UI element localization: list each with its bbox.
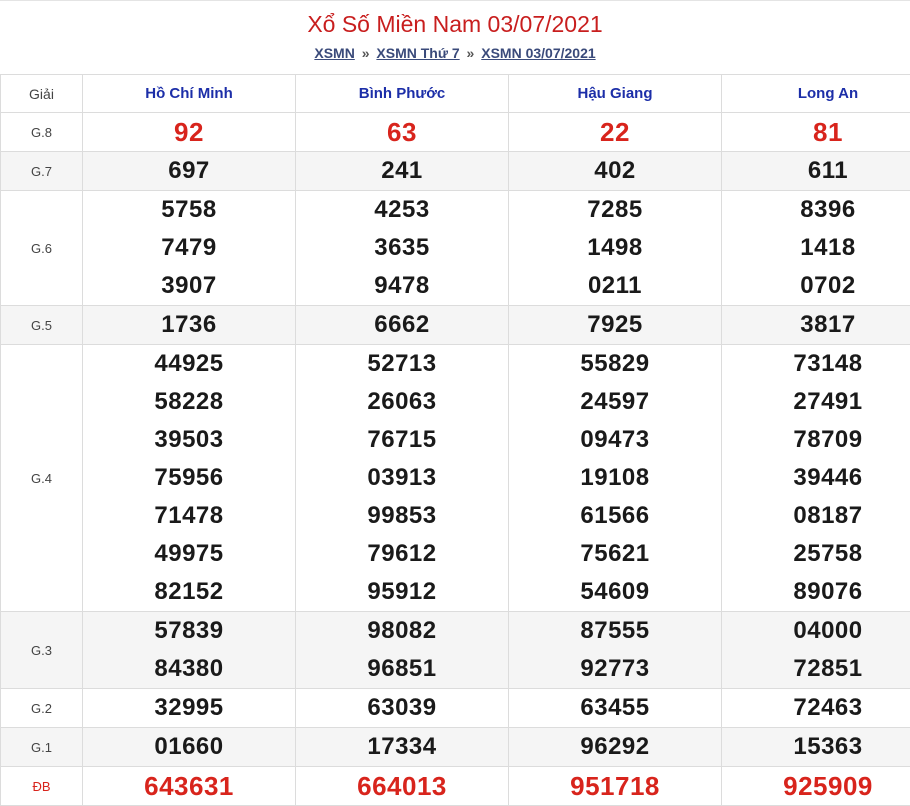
prize-number: 6662 — [296, 306, 508, 344]
prize-number: 63 — [296, 113, 508, 151]
prize-cell — [83, 689, 296, 728]
prize-number: 25758 — [722, 535, 910, 573]
prize-number: 39503 — [83, 421, 295, 459]
prize-number: 63039 — [296, 689, 508, 727]
breadcrumb-separator: » — [464, 45, 478, 61]
prize-cell — [509, 306, 722, 345]
prize-number: 9478 — [296, 267, 508, 305]
prize-number: 73148 — [722, 345, 910, 383]
prize-cell — [296, 306, 509, 345]
prize-number: 5758 — [83, 191, 295, 229]
prize-cell — [296, 689, 509, 728]
prize-label: ĐB — [1, 767, 83, 806]
breadcrumb-link-xsmn-date[interactable]: XSMN 03/07/2021 — [481, 45, 595, 61]
prize-row — [1, 345, 910, 612]
prize-cell — [509, 191, 722, 306]
prize-cell — [83, 191, 296, 306]
prize-number: 72851 — [722, 650, 910, 688]
prize-cell — [722, 345, 910, 612]
prize-number: 95912 — [296, 573, 508, 611]
prize-number: 1418 — [722, 229, 910, 267]
prize-number: 951718 — [509, 767, 721, 805]
prize-number: 7479 — [83, 229, 295, 267]
prize-label: G.1 — [1, 728, 83, 767]
prize-cell — [83, 612, 296, 689]
prize-number: 89076 — [722, 573, 910, 611]
prize-number: 57839 — [83, 612, 295, 650]
prize-cell — [296, 152, 509, 191]
prize-number: 697 — [83, 152, 295, 190]
prize-cell — [722, 612, 910, 689]
prize-number: 17334 — [296, 728, 508, 766]
prize-number: 1736 — [83, 306, 295, 344]
prize-cell — [509, 612, 722, 689]
prize-row — [1, 306, 910, 345]
prize-cell — [83, 728, 296, 767]
prize-cell — [722, 689, 910, 728]
prize-label: G.6 — [1, 191, 83, 306]
prize-number: 61566 — [509, 497, 721, 535]
prize-number: 54609 — [509, 573, 721, 611]
prize-number: 925909 — [722, 767, 910, 805]
prize-cell — [296, 191, 509, 306]
prize-row — [1, 728, 910, 767]
prize-number: 611 — [722, 152, 910, 190]
prize-number: 19108 — [509, 459, 721, 497]
prize-cell — [509, 345, 722, 612]
prize-row — [1, 152, 910, 191]
prize-number: 3817 — [722, 306, 910, 344]
breadcrumb-separator: » — [359, 45, 373, 61]
prize-row — [1, 767, 910, 806]
prize-cell — [509, 767, 722, 806]
breadcrumb-link-xsmn[interactable]: XSMN — [314, 45, 354, 61]
prize-cell — [509, 689, 722, 728]
table-header-row — [1, 75, 910, 113]
prize-number: 72463 — [722, 689, 910, 727]
prize-number: 26063 — [296, 383, 508, 421]
prize-cell — [83, 152, 296, 191]
prize-row — [1, 113, 910, 152]
column-header-province[interactable]: Long An — [722, 75, 910, 113]
prize-label: G.8 — [1, 113, 83, 152]
prize-number: 76715 — [296, 421, 508, 459]
prize-number: 15363 — [722, 728, 910, 766]
prize-number: 44925 — [83, 345, 295, 383]
prize-number: 99853 — [296, 497, 508, 535]
prize-cell — [722, 191, 910, 306]
prize-number: 58228 — [83, 383, 295, 421]
prize-number: 664013 — [296, 767, 508, 805]
prize-cell — [509, 152, 722, 191]
prize-cell — [83, 306, 296, 345]
prize-number: 643631 — [83, 767, 295, 805]
results-table — [0, 74, 910, 806]
prize-cell — [722, 113, 910, 152]
column-header-province[interactable]: Hồ Chí Minh — [83, 75, 296, 113]
prize-number: 402 — [509, 152, 721, 190]
prize-number: 78709 — [722, 421, 910, 459]
prize-cell — [722, 728, 910, 767]
prize-number: 49975 — [83, 535, 295, 573]
prize-row — [1, 689, 910, 728]
prize-cell — [296, 728, 509, 767]
prize-row — [1, 191, 910, 306]
prize-number: 0211 — [509, 267, 721, 305]
prize-cell — [722, 152, 910, 191]
prize-number: 98082 — [296, 612, 508, 650]
prize-number: 79612 — [296, 535, 508, 573]
column-header-province[interactable]: Bình Phước — [296, 75, 509, 113]
breadcrumb-link-xsmn-thu-7[interactable]: XSMN Thứ 7 — [376, 45, 459, 61]
prize-number: 92 — [83, 113, 295, 151]
prize-number: 1498 — [509, 229, 721, 267]
prize-cell — [296, 612, 509, 689]
prize-number: 24597 — [509, 383, 721, 421]
prize-label: G.2 — [1, 689, 83, 728]
prize-number: 04000 — [722, 612, 910, 650]
prize-label: G.3 — [1, 612, 83, 689]
prize-number: 75956 — [83, 459, 295, 497]
prize-number: 84380 — [83, 650, 295, 688]
prize-number: 241 — [296, 152, 508, 190]
prize-number: 63455 — [509, 689, 721, 727]
results-header — [0, 0, 910, 74]
prize-cell — [296, 767, 509, 806]
prize-label: G.4 — [1, 345, 83, 612]
prize-number: 22 — [509, 113, 721, 151]
prize-label: G.7 — [1, 152, 83, 191]
prize-number: 8396 — [722, 191, 910, 229]
prize-number: 75621 — [509, 535, 721, 573]
prize-cell — [722, 306, 910, 345]
prize-number: 55829 — [509, 345, 721, 383]
prize-number: 03913 — [296, 459, 508, 497]
breadcrumb — [0, 44, 910, 62]
prize-cell — [83, 113, 296, 152]
prize-number: 7285 — [509, 191, 721, 229]
prize-number: 92773 — [509, 650, 721, 688]
prize-number: 87555 — [509, 612, 721, 650]
prize-label: G.5 — [1, 306, 83, 345]
prize-row — [1, 612, 910, 689]
prize-number: 96292 — [509, 728, 721, 766]
prize-cell — [509, 113, 722, 152]
prize-number: 32995 — [83, 689, 295, 727]
prize-number: 52713 — [296, 345, 508, 383]
prize-number: 0702 — [722, 267, 910, 305]
prize-cell — [296, 345, 509, 612]
prize-number: 71478 — [83, 497, 295, 535]
column-header-province[interactable]: Hậu Giang — [509, 75, 722, 113]
page-title: Xổ Số Miền Nam 03/07/2021 — [0, 1, 910, 39]
prize-number: 08187 — [722, 497, 910, 535]
prize-cell — [296, 113, 509, 152]
prize-number: 81 — [722, 113, 910, 151]
prize-number: 01660 — [83, 728, 295, 766]
prize-cell — [722, 767, 910, 806]
prize-number: 7925 — [509, 306, 721, 344]
prize-number: 09473 — [509, 421, 721, 459]
prize-number: 4253 — [296, 191, 508, 229]
prize-cell — [83, 345, 296, 612]
prize-number: 82152 — [83, 573, 295, 611]
prize-number: 3635 — [296, 229, 508, 267]
prize-cell — [83, 767, 296, 806]
prize-cell — [509, 728, 722, 767]
column-header-giai: Giải — [1, 75, 83, 113]
prize-number: 96851 — [296, 650, 508, 688]
prize-number: 3907 — [83, 267, 295, 305]
prize-number: 39446 — [722, 459, 910, 497]
prize-number: 27491 — [722, 383, 910, 421]
